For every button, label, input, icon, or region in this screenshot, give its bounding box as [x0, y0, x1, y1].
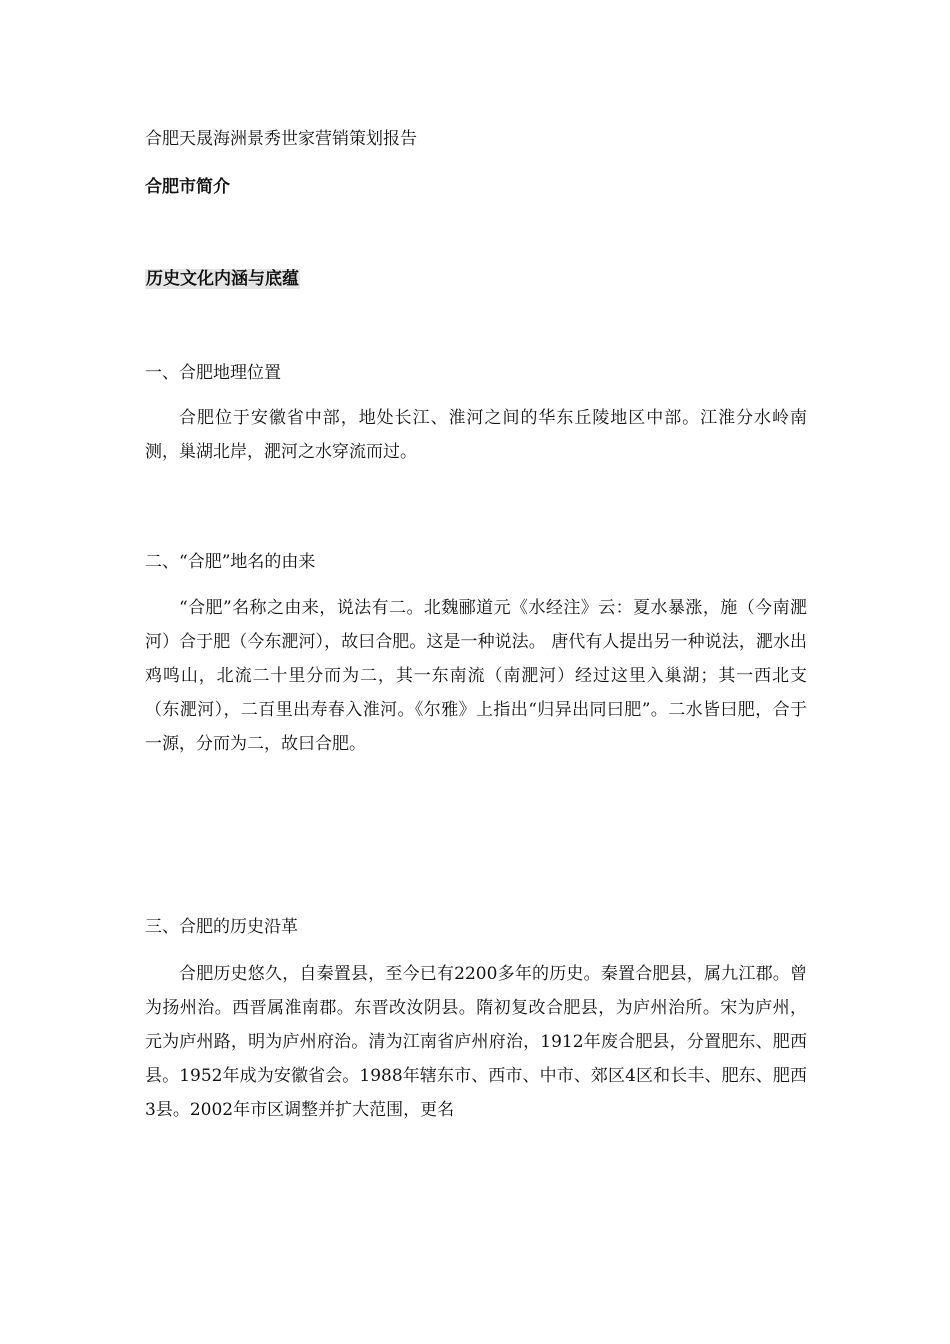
section-3-heading: 三、合肥的历史沿革 [145, 917, 298, 937]
culture-heading-text: 历史文化内涵与底蕴 [146, 269, 299, 289]
culture-heading [145, 268, 300, 290]
section-1-heading: 一、合肥地理位置 [145, 363, 281, 383]
intro-heading: 合肥市简介 [145, 177, 230, 197]
section-2-body: “合肥”名称之由来，说法有二。北魏郦道元《水经注》云：夏水暴涨，施（今南淝河）合于肥（今东淝河），故曰合肥。这是一种说法。 唐代有人提出另一种说法，淝水出鸡鸣山，北流二十里分而为二，其一东南流（南淝河）经过这里入巢湖；其一西北支（东淝河），二百里出寿春入淮河。《尔雅》上指出“归异出同曰肥”。二水皆曰肥，合于一源，分而为二，故曰合肥。 [145, 598, 807, 754]
section-2-heading: 二、“合肥”地名的由来 [145, 552, 316, 572]
document-title: 合肥天晟海洲景秀世家营销策划报告 [145, 129, 417, 149]
section-1-body: 合肥位于安徽省中部，地处长江、淮河之间的华东丘陵地区中部。江淮分水岭南测，巢湖北岸，淝河之水穿流而过。 [145, 408, 807, 462]
section-3-body: 合肥历史悠久，自秦置县，至今已有2200多年的历史。秦置合肥县，属九江郡。曾为扬州治。西晋属淮南郡。东晋改汝阴县。隋初复改合肥县，为庐州治所。宋为庐州，元为庐州路，明为庐州府治。清为江南省庐州府治，1912年废合肥县，分置肥东、肥西县。1952年成为安徽省会。1988年辖东市、西市、中市、郊区4区和长丰、肥东、肥西3县。2002年市区调整并扩大范围，更名 [145, 964, 807, 1120]
